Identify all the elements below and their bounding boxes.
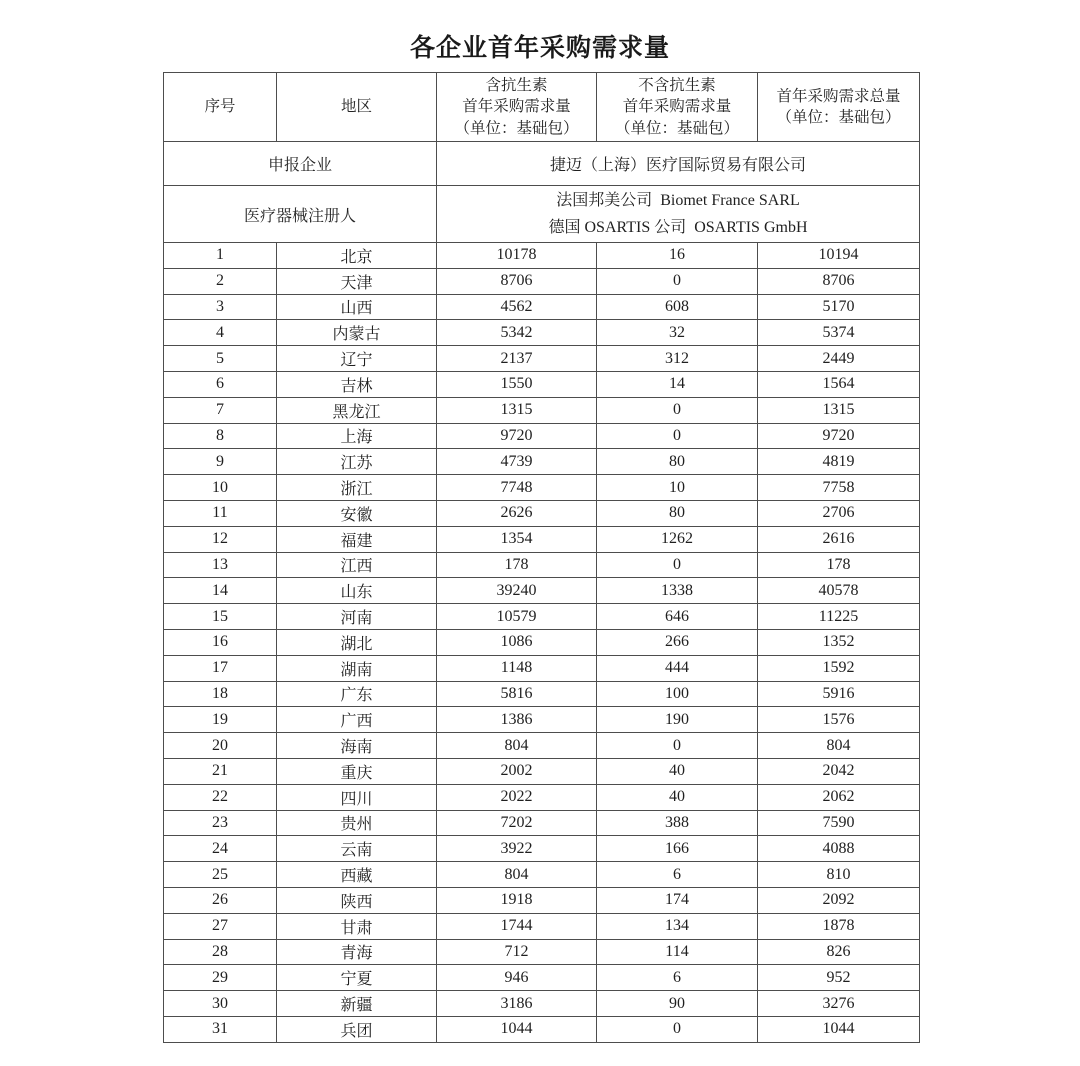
serial-cell: 16 [164,629,277,655]
region-cell: 辽宁 [277,346,437,372]
without-antibiotics-cell: 388 [597,810,758,836]
table-row [164,1016,920,1042]
with-antibiotics-cell: 4562 [437,294,597,320]
without-antibiotics-cell: 166 [597,836,758,862]
table-row [164,268,920,294]
registrant-label: 医疗器械注册人 [164,186,437,243]
with-antibiotics-cell: 3922 [437,836,597,862]
total-cell: 9720 [758,423,920,449]
procurement-table [163,72,920,1043]
total-cell: 4088 [758,836,920,862]
total-cell: 1576 [758,707,920,733]
serial-cell: 1 [164,243,277,269]
without-antibiotics-cell: 1262 [597,526,758,552]
table-row [164,939,920,965]
without-antibiotics-cell: 608 [597,294,758,320]
total-cell: 1878 [758,913,920,939]
header-line: （单位：基础包） [614,119,739,137]
table-row [164,552,920,578]
region-cell: 海南 [277,733,437,759]
total-cell: 810 [758,862,920,888]
table-data-rows [164,243,920,1043]
total-cell: 1044 [758,1016,920,1042]
declaring-enterprise-row [164,142,920,186]
with-antibiotics-cell: 804 [437,733,597,759]
region-cell: 福建 [277,526,437,552]
col-header-without-antibiotics [597,73,758,142]
without-antibiotics-cell: 444 [597,655,758,681]
total-cell: 8706 [758,268,920,294]
total-cell: 952 [758,965,920,991]
without-antibiotics-cell: 32 [597,320,758,346]
serial-cell: 13 [164,552,277,578]
with-antibiotics-cell: 946 [437,965,597,991]
without-antibiotics-cell: 6 [597,965,758,991]
serial-cell: 8 [164,423,277,449]
region-cell: 广西 [277,707,437,733]
total-cell: 2449 [758,346,920,372]
total-cell: 3276 [758,991,920,1017]
serial-cell: 12 [164,526,277,552]
with-antibiotics-cell: 3186 [437,991,597,1017]
table-row [164,681,920,707]
region-cell: 湖南 [277,655,437,681]
table-row [164,707,920,733]
region-cell: 吉林 [277,371,437,397]
serial-cell: 6 [164,371,277,397]
table-row [164,449,920,475]
table-row [164,346,920,372]
with-antibiotics-cell: 2626 [437,500,597,526]
total-cell: 40578 [758,578,920,604]
table-row [164,784,920,810]
serial-cell: 9 [164,449,277,475]
total-cell: 11225 [758,604,920,630]
with-antibiotics-cell: 1550 [437,371,597,397]
serial-cell: 3 [164,294,277,320]
serial-cell: 26 [164,887,277,913]
registrant-row [164,186,920,243]
with-antibiotics-cell: 1918 [437,887,597,913]
registrant-line-2: 德国 OSARTIS 公司 OSARTIS GmbH [548,219,808,236]
without-antibiotics-cell: 190 [597,707,758,733]
header-line: 首年采购需求量 [462,98,571,116]
region-cell: 山东 [277,578,437,604]
total-cell: 826 [758,939,920,965]
total-cell: 2706 [758,500,920,526]
serial-cell: 30 [164,991,277,1017]
without-antibiotics-cell: 0 [597,397,758,423]
without-antibiotics-cell: 174 [597,887,758,913]
region-cell: 贵州 [277,810,437,836]
with-antibiotics-cell: 7202 [437,810,597,836]
region-cell: 重庆 [277,758,437,784]
with-antibiotics-cell: 2022 [437,784,597,810]
table-row [164,965,920,991]
region-cell: 山西 [277,294,437,320]
region-cell: 宁夏 [277,965,437,991]
table-row [164,243,920,269]
header-line: （单位：基础包） [776,109,901,126]
table-row [164,913,920,939]
region-cell: 湖北 [277,629,437,655]
table-row [164,526,920,552]
total-cell: 178 [758,552,920,578]
serial-cell: 25 [164,862,277,888]
without-antibiotics-cell: 0 [597,552,758,578]
region-cell: 甘肃 [277,913,437,939]
without-antibiotics-cell: 14 [597,371,758,397]
declaring-enterprise-label: 申报企业 [164,142,437,186]
with-antibiotics-cell: 1148 [437,655,597,681]
serial-cell: 15 [164,604,277,630]
region-cell: 安徽 [277,500,437,526]
region-cell: 内蒙古 [277,320,437,346]
total-cell: 2616 [758,526,920,552]
with-antibiotics-cell: 804 [437,862,597,888]
region-cell: 四川 [277,784,437,810]
with-antibiotics-cell: 9720 [437,423,597,449]
table-row [164,887,920,913]
with-antibiotics-cell: 178 [437,552,597,578]
col-header-total [758,73,920,142]
table-row [164,655,920,681]
region-cell: 天津 [277,268,437,294]
without-antibiotics-cell: 312 [597,346,758,372]
without-antibiotics-cell: 40 [597,758,758,784]
region-cell: 云南 [277,836,437,862]
table-row [164,423,920,449]
total-cell: 1352 [758,629,920,655]
serial-cell: 24 [164,836,277,862]
page-title: 各企业首年采购需求量 [409,34,670,62]
with-antibiotics-cell: 1386 [437,707,597,733]
col-header-region: 地区 [277,73,437,142]
table-row [164,810,920,836]
without-antibiotics-cell: 266 [597,629,758,655]
region-cell: 浙江 [277,475,437,501]
without-antibiotics-cell: 16 [597,243,758,269]
without-antibiotics-cell: 1338 [597,578,758,604]
with-antibiotics-cell: 10579 [437,604,597,630]
without-antibiotics-cell: 10 [597,475,758,501]
with-antibiotics-cell: 39240 [437,578,597,604]
registrant-line-1: 法国邦美公司 Biomet France SARL [556,191,800,209]
table-row [164,604,920,630]
region-cell: 北京 [277,243,437,269]
without-antibiotics-cell: 114 [597,939,758,965]
header-line: 不含抗生素 [638,76,716,94]
without-antibiotics-cell: 0 [597,1016,758,1042]
without-antibiotics-cell: 90 [597,991,758,1017]
region-cell: 兵团 [277,1016,437,1042]
region-cell: 上海 [277,423,437,449]
table-row [164,397,920,423]
region-cell: 广东 [277,681,437,707]
without-antibiotics-cell: 0 [597,733,758,759]
without-antibiotics-cell: 100 [597,681,758,707]
table-row [164,475,920,501]
with-antibiotics-cell: 712 [437,939,597,965]
serial-cell: 27 [164,913,277,939]
serial-cell: 23 [164,810,277,836]
total-cell: 2042 [758,758,920,784]
without-antibiotics-cell: 646 [597,604,758,630]
with-antibiotics-cell: 1044 [437,1016,597,1042]
total-cell: 1315 [758,397,920,423]
total-cell: 2062 [758,784,920,810]
serial-cell: 5 [164,346,277,372]
serial-cell: 19 [164,707,277,733]
with-antibiotics-cell: 2137 [437,346,597,372]
total-cell: 5170 [758,294,920,320]
without-antibiotics-cell: 40 [597,784,758,810]
with-antibiotics-cell: 5342 [437,320,597,346]
with-antibiotics-cell: 1086 [437,629,597,655]
region-cell: 江苏 [277,449,437,475]
table-row [164,862,920,888]
without-antibiotics-cell: 80 [597,500,758,526]
serial-cell: 4 [164,320,277,346]
serial-cell: 11 [164,500,277,526]
table-row [164,836,920,862]
table-row [164,371,920,397]
serial-cell: 2 [164,268,277,294]
total-cell: 5374 [758,320,920,346]
serial-cell: 17 [164,655,277,681]
table-row [164,500,920,526]
serial-cell: 10 [164,475,277,501]
with-antibiotics-cell: 1744 [437,913,597,939]
table-row [164,733,920,759]
serial-cell: 7 [164,397,277,423]
with-antibiotics-cell: 4739 [437,449,597,475]
total-cell: 2092 [758,887,920,913]
header-line: 含抗生素 [485,76,548,94]
region-cell: 陕西 [277,887,437,913]
table-header-row [164,73,920,142]
with-antibiotics-cell: 2002 [437,758,597,784]
with-antibiotics-cell: 7748 [437,475,597,501]
with-antibiotics-cell: 8706 [437,268,597,294]
header-line: 首年采购需求总量 [776,87,901,105]
header-line: （单位：基础包） [454,119,579,137]
declaring-enterprise-value: 捷迈（上海）医疗国际贸易有限公司 [437,142,920,186]
registrant-value [437,186,920,243]
region-cell: 西藏 [277,862,437,888]
serial-cell: 31 [164,1016,277,1042]
total-cell: 7758 [758,475,920,501]
serial-cell: 29 [164,965,277,991]
serial-cell: 14 [164,578,277,604]
total-cell: 1592 [758,655,920,681]
table-row [164,629,920,655]
col-header-serial: 序号 [164,73,277,142]
total-cell: 4819 [758,449,920,475]
region-cell: 江西 [277,552,437,578]
serial-cell: 22 [164,784,277,810]
with-antibiotics-cell: 5816 [437,681,597,707]
col-header-with-antibiotics [437,73,597,142]
without-antibiotics-cell: 6 [597,862,758,888]
without-antibiotics-cell: 0 [597,423,758,449]
table-row [164,991,920,1017]
total-cell: 5916 [758,681,920,707]
without-antibiotics-cell: 80 [597,449,758,475]
region-cell: 新疆 [277,991,437,1017]
region-cell: 黑龙江 [277,397,437,423]
header-line: 首年采购需求量 [622,98,732,116]
without-antibiotics-cell: 0 [597,268,758,294]
total-cell: 7590 [758,810,920,836]
table-row [164,578,920,604]
total-cell: 804 [758,733,920,759]
serial-cell: 28 [164,939,277,965]
serial-cell: 21 [164,758,277,784]
serial-cell: 18 [164,681,277,707]
region-cell: 青海 [277,939,437,965]
region-cell: 河南 [277,604,437,630]
table-row [164,320,920,346]
with-antibiotics-cell: 1354 [437,526,597,552]
with-antibiotics-cell: 1315 [437,397,597,423]
serial-cell: 20 [164,733,277,759]
table-row [164,758,920,784]
with-antibiotics-cell: 10178 [437,243,597,269]
without-antibiotics-cell: 134 [597,913,758,939]
total-cell: 10194 [758,243,920,269]
table-row [164,294,920,320]
total-cell: 1564 [758,371,920,397]
